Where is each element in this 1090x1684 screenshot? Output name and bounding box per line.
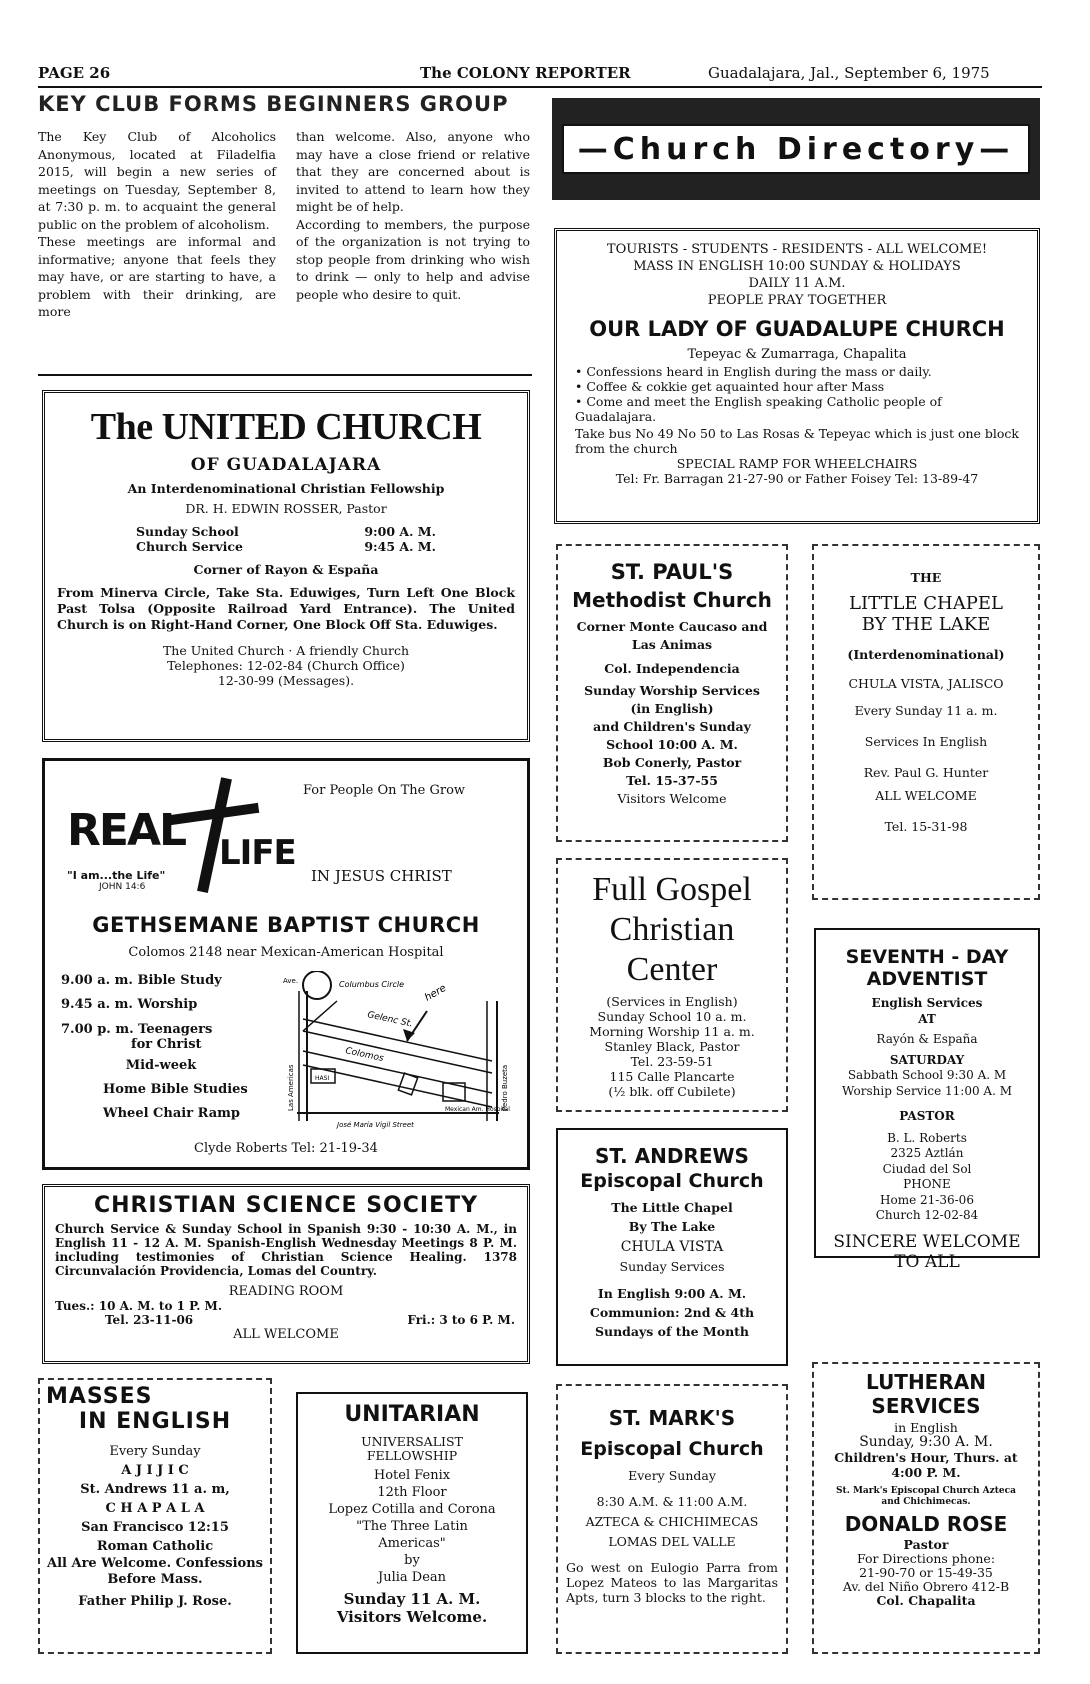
guadalupe-ad xyxy=(554,228,1040,524)
tagline-christ: IN JESUS CHRIST xyxy=(311,867,452,885)
st-pauls-line: Col. Independencia xyxy=(604,661,740,676)
st-pauls-line: Tel. 15-37-55 xyxy=(626,773,718,788)
schedule-item: for Christ xyxy=(131,1037,202,1052)
masses-title-1: MASSES xyxy=(46,1384,153,1409)
unitarian-line: Hotel Fenix xyxy=(373,1468,451,1483)
unitarian-time: Sunday 11 A. M. xyxy=(343,1590,481,1608)
united-schedule xyxy=(136,524,436,554)
unitarian-line: 12th Floor xyxy=(377,1485,447,1500)
schedule-item: Wheel Chair Ramp xyxy=(103,1106,240,1121)
key-club-column-1 xyxy=(38,128,276,321)
gospel-line: 115 Calle Plancarte xyxy=(609,1069,735,1084)
adventist-line: SATURDAY xyxy=(889,1052,965,1067)
st-andrews-title: ST. ANDREWS xyxy=(595,1144,749,1168)
logo-quote: "I am...the Life" xyxy=(67,869,166,882)
map-label-here: here xyxy=(423,982,449,1004)
lutheran-pastor: Pastor xyxy=(903,1537,949,1552)
lutheran-line: 4:00 P. M. xyxy=(891,1465,961,1480)
guadalupe-line: PEOPLE PRAY TOGETHER xyxy=(707,293,887,308)
lutheran-line: Sunday, 9:30 A. M. xyxy=(859,1434,993,1450)
directions-map xyxy=(277,971,522,1131)
key-club-paragraph: The Key Club of Alcoholics Anonymous, located at Filadelfia 2015, will begin a new series of meetings on Tuesday, September 8, at 7:30 p. m. to acquaint the general public on the problem of alcoholism. xyxy=(38,129,276,232)
logo-reference: JOHN 14:6 xyxy=(99,882,146,892)
st-andrews-details xyxy=(558,1198,786,1341)
st-andrews-line: Sunday Services xyxy=(619,1259,725,1274)
united-phones-2: 12-30-99 (Messages). xyxy=(217,673,355,688)
guadalupe-line: DAILY 11 A.M. xyxy=(748,276,846,291)
masses-line: A J I J I C xyxy=(121,1463,189,1478)
chapel-the: THE xyxy=(910,570,942,585)
gethsemane-schedule xyxy=(61,969,261,1126)
chapel-name-1: LITTLE CHAPEL xyxy=(849,593,1003,614)
dateline: Guadalajara, Jal., September 6, 1975 xyxy=(708,64,990,82)
guadalupe-ramp: SPECIAL RAMP FOR WHEELCHAIRS xyxy=(676,456,918,471)
st-marks-title: ST. MARK'S xyxy=(608,1406,736,1430)
st-pauls-line: Sunday Worship Services xyxy=(584,683,760,698)
chapel-services: Services In English xyxy=(864,734,988,749)
adventist-line: Ciudad del Sol xyxy=(882,1161,972,1176)
schedule-item: Mid-week xyxy=(125,1058,197,1073)
schedule-item: 9.00 a. m. Bible Study xyxy=(61,973,222,988)
masses-line: C H A P A L A xyxy=(105,1501,205,1516)
masthead-rule xyxy=(38,86,1042,88)
directory-banner xyxy=(552,98,1040,200)
st-marks-line: Every Sunday xyxy=(628,1468,716,1483)
adventist-title-2: ADVENTIST xyxy=(866,968,988,990)
chapel-pastor: Rev. Paul G. Hunter xyxy=(863,765,989,780)
gethsemane-contact: Clyde Roberts Tel: 21-19-34 xyxy=(194,1141,378,1156)
science-reading-room: READING ROOM xyxy=(228,1284,344,1299)
real-life-logo xyxy=(59,771,296,901)
gospel-line: Morning Worship 11 a. m. xyxy=(589,1024,755,1039)
united-church-ad xyxy=(42,390,530,742)
chapel-name-2: BY THE LAKE xyxy=(861,614,991,635)
masses-line: Roman Catholic xyxy=(96,1539,214,1554)
st-pauls-line: Corner Monte Caucaso and xyxy=(576,619,768,634)
map-label-colomos: Colomos xyxy=(344,1046,385,1064)
masses-title-2: IN ENGLISH xyxy=(78,1409,232,1434)
st-andrews-line: Communion: 2nd & 4th xyxy=(589,1305,755,1320)
adventist-line: Church 12-02-84 xyxy=(875,1208,979,1222)
guadalupe-bullet: Confessions heard in English during the mass or daily. xyxy=(586,364,932,379)
map-label-pedro: Pedro Buzeta xyxy=(501,1064,509,1111)
lutheran-contact xyxy=(814,1538,1038,1608)
chapel-inter: (Interdenominational) xyxy=(847,647,1005,662)
key-club-paragraph: These meetings are informal and informative; anyone that feels they may have, or are starting to have, a problem with their drinking, are more xyxy=(38,234,276,319)
unitarian-sub: UNIVERSALIST FELLOWSHIP xyxy=(361,1434,463,1463)
science-title: CHRISTIAN SCIENCE SOCIETY xyxy=(93,1193,479,1218)
paper-name: The COLONY REPORTER xyxy=(420,64,631,82)
lutheran-line: in English xyxy=(894,1420,958,1435)
adventist-details xyxy=(816,996,1038,1224)
science-hours-2: Fri.: 3 to 6 P. M. xyxy=(407,1313,515,1327)
unitarian-line: by xyxy=(404,1553,420,1568)
guadalupe-bus: Take bus No 49 No 50 to Las Rosas & Tepeyac which is just one block from the church xyxy=(575,426,1019,456)
schedule-time: 9:00 A. M. xyxy=(364,524,436,539)
st-pauls-subtitle: Methodist Church xyxy=(572,588,772,612)
guadalupe-line: TOURISTS - STUDENTS - RESIDENTS - ALL WELCOME! xyxy=(606,242,988,257)
masses-line: Every Sunday xyxy=(109,1444,201,1459)
page-number: PAGE 26 xyxy=(38,64,111,82)
lutheran-details xyxy=(814,1420,1038,1480)
adventist-line: AT xyxy=(918,1011,936,1026)
map-label-street: José María Vigil Street xyxy=(337,1121,414,1129)
gospel-details xyxy=(558,994,786,1099)
masses-line: All Are Welcome. Confessions Before Mass. xyxy=(47,1556,263,1587)
united-phones: Telephones: 12-02-84 (Church Office) xyxy=(167,658,405,673)
science-body: Church Service & Sunday School in Spanish 9:30 - 10:30 A. M., in English 11 - 12 A. M. Spanish-English Wednesday Meetings 8 P. M. including testimonies of Christian Science Healing. 1378 Circunvalación Providencia, Lomas del Country. xyxy=(55,1222,517,1278)
adventist-line: PASTOR xyxy=(899,1109,955,1123)
st-andrews-line: The Little Chapel xyxy=(611,1200,733,1215)
st-andrews-ad xyxy=(556,1128,788,1366)
schedule-time: 9:45 A. M. xyxy=(364,539,436,554)
guadalupe-name: OUR LADY OF GUADALUPE CHURCH xyxy=(589,317,1005,341)
st-andrews-line: Sundays of the Month xyxy=(594,1324,750,1339)
st-marks-details xyxy=(558,1466,786,1552)
st-pauls-line: (in English) xyxy=(630,701,714,716)
gethsemane-name: GETHSEMANE BAPTIST CHURCH xyxy=(92,913,480,937)
st-marks-subtitle: Episcopal Church xyxy=(580,1438,764,1460)
lutheran-title-1: LUTHERAN xyxy=(866,1370,986,1394)
adventist-title-1: SEVENTH - DAY xyxy=(845,946,1009,968)
st-andrews-subtitle: Episcopal Church xyxy=(580,1170,764,1192)
christian-science-ad xyxy=(42,1184,530,1364)
map-label-hasi: HASI xyxy=(315,1075,330,1082)
gospel-title-line: Center xyxy=(626,951,718,988)
map-label-hospital: Mexican Am. Hospital xyxy=(445,1106,510,1113)
guadalupe-bullets: • Confessions heard in English during the mass or daily. • Coffee & cokkie get aquainted hour after Mass • Come and meet the English speaking Catholic people of Guadalajara. Take bus No 49 No 50 to Las Rosas & Tepeyac which is just one block from the church SPECIAL RAMP FOR WHEELCHAIRS Tel: Fr. Barragan 21-27-90 or Father Foisey Tel: 13-89-47 xyxy=(575,364,1019,486)
gospel-line: (½ blk. off Cubilete) xyxy=(608,1084,736,1099)
unitarian-line: Lopez Cotilla and Corona xyxy=(328,1502,496,1517)
full-gospel-ad xyxy=(556,858,788,1112)
lutheran-phones: 21-90-70 or 15-49-35 xyxy=(859,1565,993,1580)
gospel-title xyxy=(558,870,786,990)
adventist-line: Worship Service 11:00 A. M xyxy=(842,1083,1012,1098)
st-pauls-line: Las Animas xyxy=(631,637,713,652)
science-hours-1: Tues.: 10 A. M. to 1 P. M. xyxy=(55,1299,223,1313)
lutheran-dir: For Directions phone: xyxy=(856,1551,996,1566)
unitarian-welcome: Visitors Welcome. xyxy=(336,1608,488,1626)
gospel-line: Sunday School 10 a. m. xyxy=(597,1009,747,1024)
adventist-line: Sabbath School 9:30 A. M xyxy=(847,1068,1007,1082)
st-pauls-line: Bob Conerly, Pastor xyxy=(602,755,742,770)
st-marks-directions: Go west on Eulogio Parra from Lopez Mateos to las Margaritas Apts, turn 3 blocks to the right. xyxy=(566,1560,778,1605)
masses-ad xyxy=(38,1378,272,1654)
st-pauls-title: ST. PAUL'S xyxy=(610,560,734,584)
st-andrews-line: In English 9:00 A. M. xyxy=(597,1286,747,1301)
chapel-welcome: ALL WELCOME xyxy=(875,788,977,803)
united-subtitle: OF GUADALAJARA xyxy=(190,455,382,475)
lutheran-title-2: SERVICES xyxy=(871,1394,981,1418)
unitarian-line: "The Three Latin Americas" xyxy=(356,1519,468,1551)
masses-line: St. Andrews 11 a. m, xyxy=(80,1482,230,1497)
schedule-label: Sunday School xyxy=(136,524,239,539)
schedule-label: Church Service xyxy=(136,539,243,554)
unitarian-title: UNITARIAN xyxy=(344,1402,480,1427)
chapel-tel: Tel. 15-31-98 xyxy=(884,819,968,834)
st-andrews-line: CHULA VISTA xyxy=(620,1239,724,1255)
gethsemane-address: Colomos 2148 near Mexican-American Hospital xyxy=(128,945,444,960)
lutheran-ad xyxy=(812,1362,1040,1654)
lutheran-address: Av. del Niño Obrero 412-B xyxy=(842,1579,1010,1594)
guadalupe-header xyxy=(557,241,1037,309)
gospel-title-line: Full Gospel xyxy=(592,871,752,908)
gethsemane-ad xyxy=(42,758,530,1170)
adventist-line: Home 21-36-06 xyxy=(880,1192,974,1207)
lutheran-note: St. Mark's Episcopal Church Azteca and Chichimecas. xyxy=(836,1486,1016,1507)
unitarian-ad xyxy=(296,1392,528,1654)
lutheran-colonia: Col. Chapalita xyxy=(876,1593,976,1608)
schedule-item: 7.00 p. m. Teenagers xyxy=(61,1022,213,1037)
st-marks-line: AZTECA & CHICHIMECAS xyxy=(585,1514,759,1529)
little-chapel-ad xyxy=(812,544,1040,900)
st-andrews-line: By The Lake xyxy=(628,1219,716,1234)
united-directions: From Minerva Circle, Take Sta. Eduwiges, Turn Left One Block Past Tolsa (Opposite Railroad Yard Entrance). The United Church is on Right-Hand Corner, One Block Off Sta. Eduwiges. xyxy=(57,585,515,632)
adventist-ad xyxy=(814,928,1040,1272)
directory-title: —Church Directory— xyxy=(577,131,1015,167)
adventist-welcome-1: SINCERE WELCOME xyxy=(833,1231,1021,1252)
united-title: The UNITED CHURCH xyxy=(90,406,482,448)
masses-list xyxy=(40,1442,270,1611)
science-welcome: ALL WELCOME xyxy=(233,1327,339,1342)
st-pauls-line: School 10:00 A. M. xyxy=(606,737,738,752)
masses-line: Father Philip J. Rose. xyxy=(78,1594,232,1609)
map-label-americas: Las Americas xyxy=(287,1064,295,1111)
st-pauls-line: and Children's Sunday xyxy=(593,719,751,734)
schedule-item: Home Bible Studies xyxy=(103,1082,248,1097)
logo-real: REAL xyxy=(67,805,186,856)
unitarian-details xyxy=(298,1467,526,1586)
science-tel: Tel. 23-11-06 xyxy=(105,1313,194,1327)
key-club-paragraph: According to members, the purpose of the organization is not trying to stop people from drinking who wish to drink — only to help and advise people who desire to quit. xyxy=(296,216,530,302)
st-marks-line: 8:30 A.M. & 11:00 A.M. xyxy=(596,1494,748,1509)
divider xyxy=(38,374,532,376)
gospel-title-line: Christian xyxy=(609,911,735,948)
guadalupe-tel: Tel: Fr. Barragan 21-27-90 or Father Foisey Tel: 13-89-47 xyxy=(615,471,979,486)
adventist-line: PHONE xyxy=(903,1177,951,1191)
united-corner: Corner of Rayon & España xyxy=(193,562,379,577)
guadalupe-line: MASS IN ENGLISH 10:00 SUNDAY & HOLIDAYS xyxy=(633,259,961,274)
united-pastor: DR. H. EDWIN ROSSER, Pastor xyxy=(185,501,387,516)
adventist-line: B. L. Roberts xyxy=(887,1130,967,1145)
st-marks-ad xyxy=(556,1384,788,1654)
unitarian-line: Julia Dean xyxy=(377,1570,447,1585)
key-club-column-2 xyxy=(296,128,530,303)
st-pauls-line: Visitors Welcome xyxy=(617,791,727,806)
schedule-item: 9.45 a. m. Worship xyxy=(61,997,198,1012)
chapel-place: CHULA VISTA, JALISCO xyxy=(848,676,1004,691)
adventist-line: Rayón & España xyxy=(876,1032,978,1046)
map-label-ave: Ave. xyxy=(283,977,299,985)
tagline-grow: For People On The Grow xyxy=(303,783,466,798)
gospel-line: (Services in English) xyxy=(606,994,738,1009)
map-label-gelenc: Gelenc St. xyxy=(366,1010,414,1030)
st-marks-line: LOMAS DEL VALLE xyxy=(608,1534,736,1549)
logo-life: LIFE xyxy=(219,833,296,873)
key-club-headline: KEY CLUB FORMS BEGINNERS GROUP xyxy=(38,92,509,116)
guadalupe-bullet: Coffee & cokkie get aquainted hour after Mass xyxy=(586,379,885,394)
gospel-line: Stanley Black, Pastor xyxy=(604,1039,740,1054)
masses-line: San Francisco 12:15 xyxy=(81,1520,229,1535)
guadalupe-location: Tepeyac & Zumarraga, Chapalita xyxy=(687,347,907,362)
lutheran-line: Children's Hour, Thurs. at xyxy=(834,1450,1018,1465)
lutheran-name: DONALD ROSE xyxy=(844,1512,1008,1536)
key-club-paragraph: than welcome. Also, anyone who may have a close friend or relative that they are concerned about is invited to attend to learn how they might be of help. xyxy=(296,129,530,214)
gospel-line: Tel. 23-59-51 xyxy=(630,1054,714,1069)
chapel-time: Every Sunday 11 a. m. xyxy=(854,703,998,718)
adventist-line: English Services xyxy=(871,996,983,1010)
st-pauls-details xyxy=(558,618,786,808)
adventist-line: 2325 Aztlán xyxy=(890,1146,964,1160)
united-friendly: The United Church · A friendly Church xyxy=(162,643,410,658)
united-fellowship: An Interdenominational Christian Fellowship xyxy=(127,481,445,496)
guadalupe-bullet: Come and meet the English speaking Catholic people of Guadalajara. xyxy=(575,394,942,424)
st-pauls-ad xyxy=(556,544,788,842)
adventist-welcome-2: TO ALL xyxy=(894,1251,960,1272)
map-label-columbus: Columbus Circle xyxy=(339,980,405,989)
